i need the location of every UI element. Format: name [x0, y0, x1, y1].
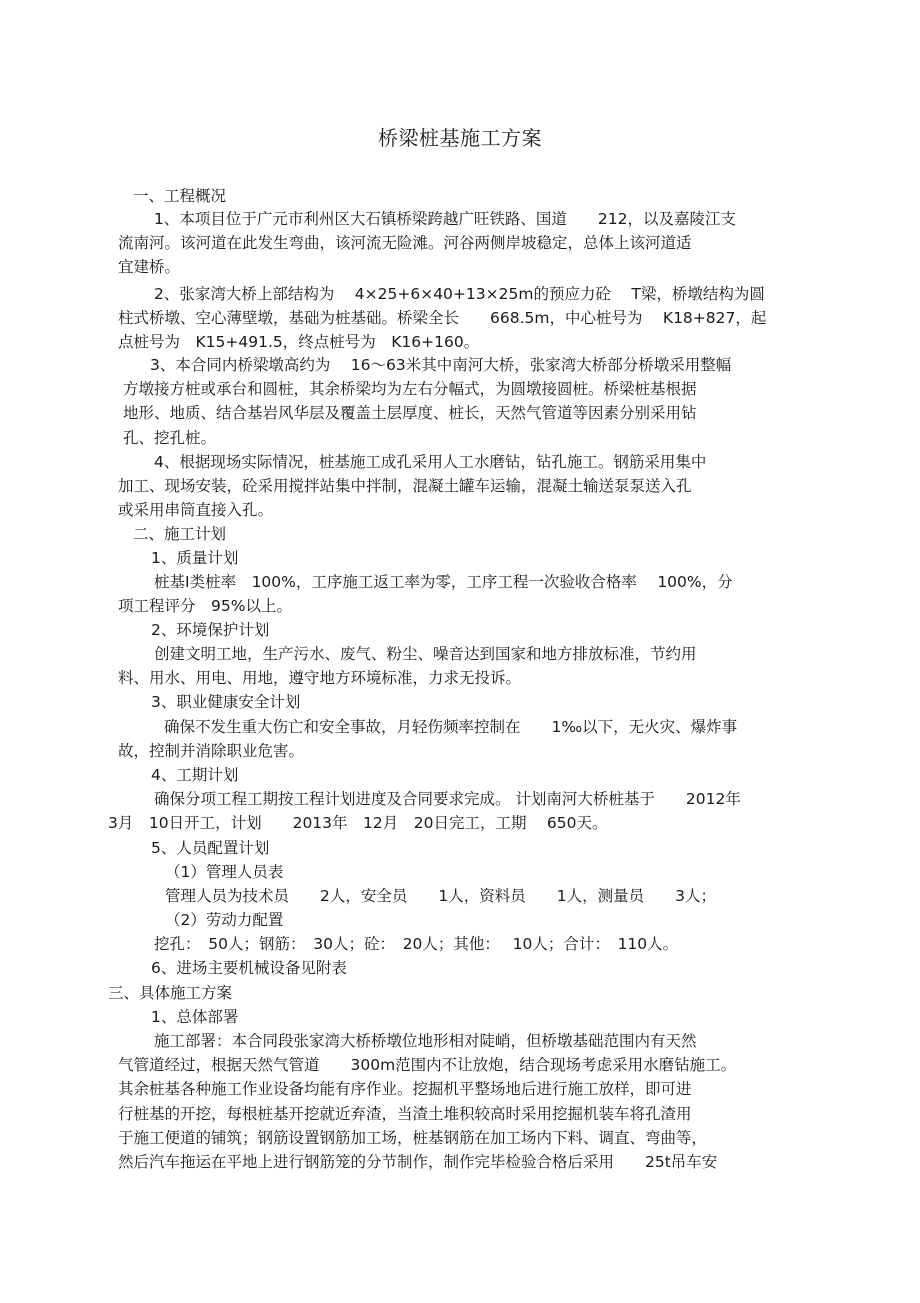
text-line: 确保分项工程工期按工程计划进度及合同要求完成。 计划南河大桥桩基于 2012年 [154, 790, 741, 808]
text-line: （1）管理人员表 [165, 863, 284, 881]
subsection-heading: 4、工期计划 [151, 766, 239, 784]
text-line: 然后汽车拖运在平地上进行钢筋笼的分节制作，制作完毕检验合格后采用 25t吊车安 [118, 1153, 718, 1171]
text-line: 管理人员为技术员 2人，安全员 1人，资料员 1人，测量员 3人； [165, 887, 716, 905]
text-line: 方墩接方桩或承台和圆桩，其余桥梁均为左右分幅式，为圆墩接圆桩。桥梁桩基根据 [123, 380, 697, 398]
text-line: 3月 10日开工，计划 2013年 12月 20日完工，工期 650天。 [108, 814, 608, 832]
text-line: 故，控制并消除职业危害。 [118, 742, 305, 760]
subsection-heading: 2、环境保护计划 [151, 621, 270, 639]
subsection-heading: 1、总体部署 [151, 1008, 239, 1026]
text-line: 1、本项目位于广元市利州区大石镇桥梁跨越广旺铁路、国道 212，以及嘉陵江支 [154, 210, 736, 228]
subsection-heading: 1、质量计划 [151, 549, 239, 567]
text-line: 3、本合同内桥梁墩高约为 16～63米其中南河大桥，张家湾大桥部分桥墩采用整幅 [150, 356, 732, 374]
text-line: 创建文明工地，生产污水、废气、粉尘、噪音达到国家和地方排放标准，节约用 [154, 645, 697, 663]
subsection-heading: 5、人员配置计划 [151, 839, 270, 857]
section-heading: 一、工程概况 [133, 187, 227, 205]
text-line: 于施工便道的铺筑；钢筋设置钢筋加工场，桩基钢筋在加工场内下料、调直、弯曲等， [118, 1129, 708, 1147]
text-line: 宜建桥。 [118, 258, 181, 276]
text-line: （2）劳动力配置 [165, 911, 284, 929]
text-line: 料、用水、用电、用地，遵守地方环境标准，力求无投诉。 [118, 669, 522, 687]
text-line: 确保不发生重大伤亡和安全事故，月轻伤频率控制在 1‰以下，无火灾、爆炸事 [164, 718, 738, 736]
section-heading: 三、具体施工方案 [108, 984, 233, 1002]
text-line: 其余桩基各种施工作业设备均能有序作业。挖掘机平整场地后进行施工放样，即可进 [118, 1080, 692, 1098]
text-line: 柱式桥墩、空心薄壁墩，基础为桩基础。桥梁全长 668.5m，中心桩号为 K18+827，起 [118, 309, 767, 327]
text-line: 地形、地质、结合基岩风华层及覆盖土层厚度、桩长，天然气管道等因素分别采用钻 [123, 404, 697, 422]
text-line: 流南河。该河道在此发生弯曲，该河流无险滩。河谷两侧岸坡稳定，总体上该河道适 [118, 234, 692, 252]
text-line: 4、根据现场实际情况，桩基施工成孔采用人工水磨钻，钻孔施工。钢筋采用集中 [154, 453, 707, 471]
document-title: 桥梁桩基施工方案 [378, 126, 542, 150]
text-line: 加工、现场安装，砼采用搅拌站集中拌制，混凝土罐车运输，混凝土输送泵泵送入孔 [118, 477, 692, 495]
text-line: 施工部署：本合同段张家湾大桥桥墩位地形相对陡峭，但桥墩基础范围内有天然 [154, 1032, 697, 1050]
text-line: 气管道经过，根据天然气管道 300m范围内不让放炮，结合现场考虑采用水磨钻施工。 [118, 1056, 737, 1074]
section-heading: 二、施工计划 [133, 525, 227, 543]
text-line: 行桩基的开挖，每根桩基开挖就近弃渣，当渣土堆积较高时采用挖掘机装车将孔渣用 [118, 1105, 692, 1123]
subsection-heading: 3、职业健康安全计划 [151, 693, 301, 711]
text-line: 项工程评分 95%以上。 [118, 597, 292, 615]
text-line: 或采用串筒直接入孔。 [118, 501, 274, 519]
text-line: 挖孔： 50人；钢筋： 30人；砼： 20人；其他： 10人；合计： 110人。 [154, 935, 679, 953]
text-line: 2、张家湾大桥上部结构为 4×25+6×40+13×25m的预应力砼 T梁，桥墩结构为圆 [154, 285, 765, 303]
text-line: 点桩号为 K15+491.5，终点桩号为 K16+160。 [118, 333, 480, 351]
text-line: 孔、挖孔桩。 [123, 429, 217, 447]
subsection-heading: 6、进场主要机械设备见附表 [151, 959, 347, 977]
text-line: 桩基Ⅰ类桩率 100%，工序施工返工率为零，工序工程一次验收合格率 100%，分 [154, 573, 733, 591]
